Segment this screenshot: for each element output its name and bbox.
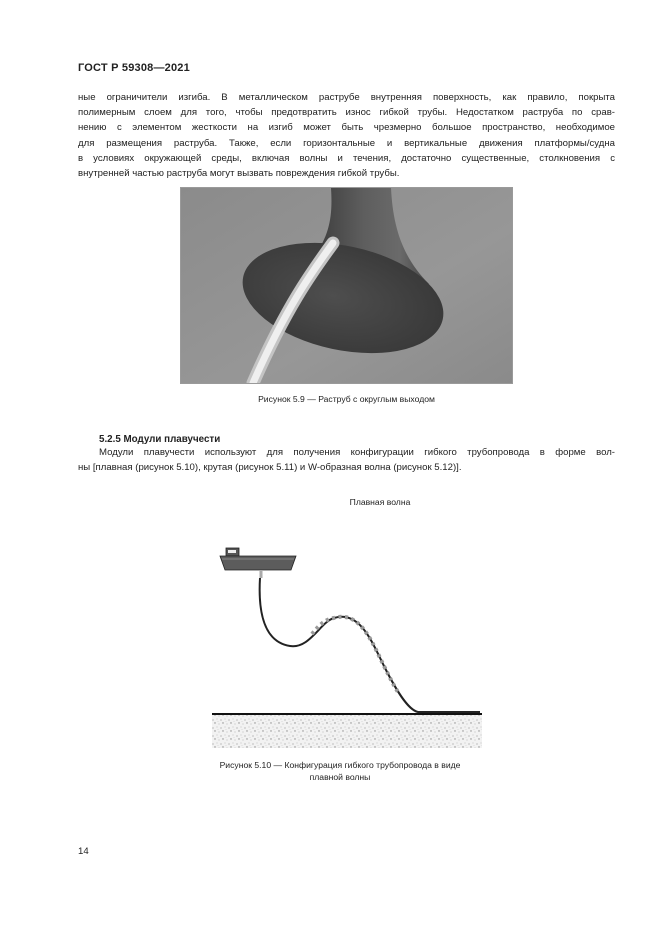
paragraph-line: внутренней частью раструба могут вызвать повреждения гибкой трубы. [78, 168, 400, 180]
caption-line: Рисунок 5.10 — Конфигурация гибкого трубопровода в виде [219, 760, 461, 770]
page-number: 14 [78, 846, 89, 857]
paragraph-line: полимерным слоем для того, чтобы предотвратить износ гибкой трубы. Недостатком раструба по срав- [78, 107, 615, 119]
paragraph-line: Модули плавучести используют для получения конфигурации гибкого трубопровода в форме вол- [99, 447, 615, 458]
lazy-wave-illustration [212, 542, 482, 750]
paragraph-line: ны [плавная (рисунок 5.10), крутая (рисунок 5.11) и W-образная волна (рисунок 5.12)]. [78, 462, 462, 474]
paragraph-line: нению с элементом жесткости на изгиб может быть чрезмерно большое пространство, необходимое [78, 122, 615, 134]
section-heading: 5.2.5 Модули плавучести [99, 434, 221, 445]
document-standard-title: ГОСТ Р 59308—2021 [78, 62, 190, 74]
figure-5-10-label: Плавная волна [349, 497, 411, 507]
figure-5-10-caption [195, 759, 485, 783]
caption-line: плавной волны [309, 772, 371, 782]
paragraph-line: для размещения раструба. Также, если горизонтальные и вертикальные движения платформы/судна [78, 137, 615, 149]
paragraph-line: в условиях окружающей среды, включая волны и течения, достаточно существенные, столкновения с [78, 152, 615, 164]
vessel-icon [220, 548, 296, 570]
figure-5-9-caption: Рисунок 5.9 — Раструб с округлым выходом [258, 394, 435, 404]
section-paragraph [78, 445, 615, 475]
intro-paragraph [78, 90, 615, 181]
bellmouth-illustration [181, 188, 513, 384]
paragraph-line: ные ограничители изгиба. В металлическом раструбе внутренняя поверхность, как правило, покрыта [78, 92, 615, 103]
figure-bellmouth-image [180, 187, 513, 384]
figure-lazy-wave-diagram [212, 542, 482, 750]
